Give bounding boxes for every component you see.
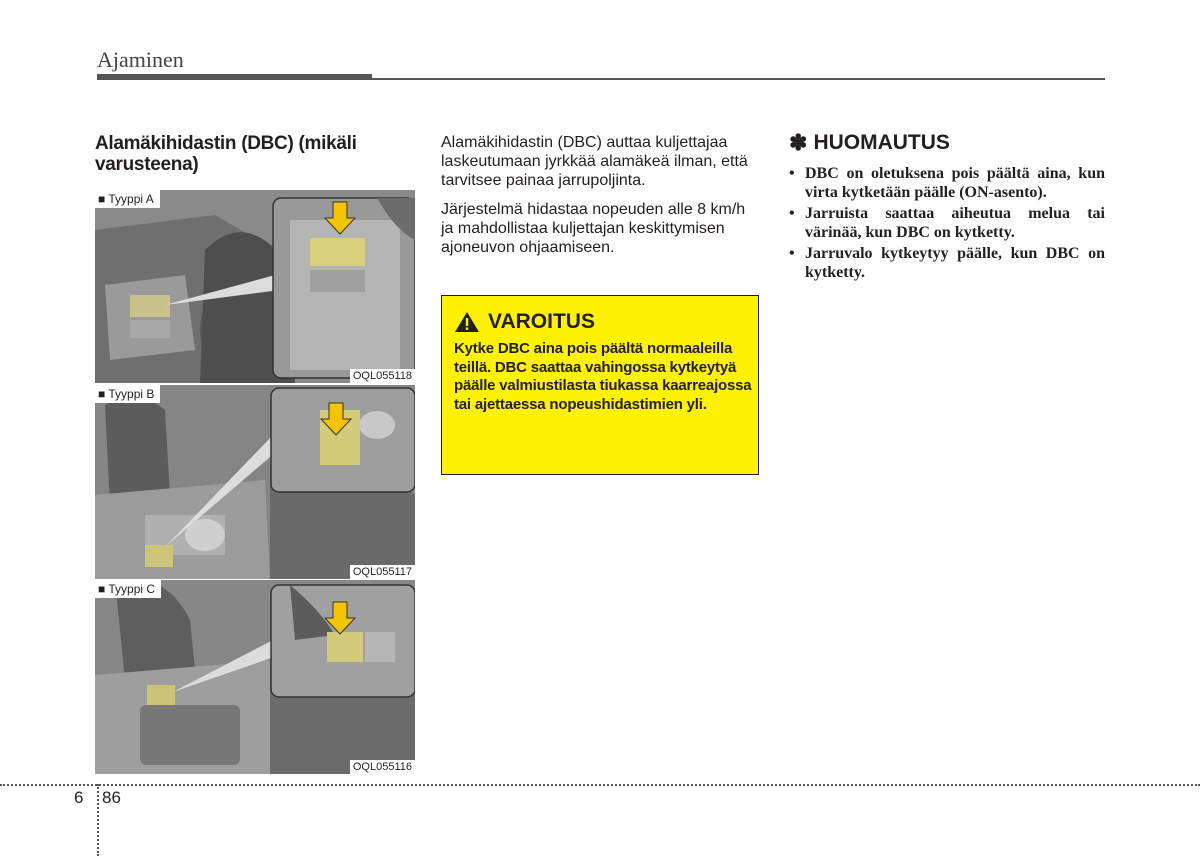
console-illustration-c	[95, 580, 415, 774]
header-rule-thick	[97, 74, 372, 80]
note-heading	[789, 130, 950, 156]
figure-type-c	[95, 579, 415, 774]
bullet-icon: •	[789, 205, 795, 222]
note-title: HUOMAUTUS	[813, 131, 950, 154]
warning-text: Kytke DBC aina pois päältä normaaleilla teillä. DBC saattaa vahingossa kytkeytyä päälle valmiustilasta tiukassa kaarreajossa tai ajettaessa nopeushidastimien yli.	[454, 340, 752, 413]
body-paragraph-1: Alamäkihidastin (DBC) auttaa kuljettajaa laskeutumaan jyrkkää alamäkeä ilman, että tarvitsee painaa jarrupoljinta.	[441, 134, 748, 189]
header-rule-thin	[372, 78, 1105, 80]
footer-dotted-rule	[0, 784, 1200, 786]
figure-code: OQL055118	[350, 369, 415, 383]
figure-code: OQL055117	[350, 565, 415, 579]
warning-heading	[454, 310, 595, 334]
section-title: Alamäkihidastin (DBC) (mikäli varusteena)	[95, 133, 357, 175]
console-illustration-a	[95, 190, 415, 383]
running-header: Ajaminen	[97, 47, 184, 72]
footer-dotted-divider	[97, 784, 99, 856]
bullet-icon: •	[789, 245, 795, 262]
note-item: • DBC on oletuksena pois päältä aina, kun virta kytketään päälle (ON-asento).	[789, 165, 1105, 201]
figure-type-b	[95, 384, 415, 579]
figure-label: ■ Tyyppi A	[95, 190, 160, 208]
body-text	[441, 133, 759, 267]
bullet-icon: •	[789, 165, 795, 182]
page-number: 86	[102, 788, 121, 807]
figure-label: ■ Tyyppi C	[95, 580, 161, 598]
note-item: • Jarruista saattaa aiheutua melua tai värinää, kun DBC on kytketty.	[789, 205, 1105, 241]
note-star-icon: ✽	[789, 130, 808, 155]
body-paragraph-2: Järjestelmä hidastaa nopeuden alle 8 km/h ja mahdollistaa kuljettajan keskittymisen ajoneuvon ohjaamiseen.	[441, 201, 746, 256]
warning-title: VAROITUS	[488, 310, 595, 333]
figure-type-a	[95, 189, 415, 383]
note-item: • Jarruvalo kytkeytyy päälle, kun DBC on kytketty.	[789, 245, 1105, 281]
warning-triangle-icon	[454, 311, 480, 333]
note-list	[789, 164, 1105, 284]
figure-code: OQL055116	[350, 760, 415, 774]
chapter-number: 6	[74, 788, 84, 807]
warning-box	[441, 295, 759, 475]
figure-label: ■ Tyyppi B	[95, 385, 160, 403]
console-illustration-b	[95, 385, 415, 579]
